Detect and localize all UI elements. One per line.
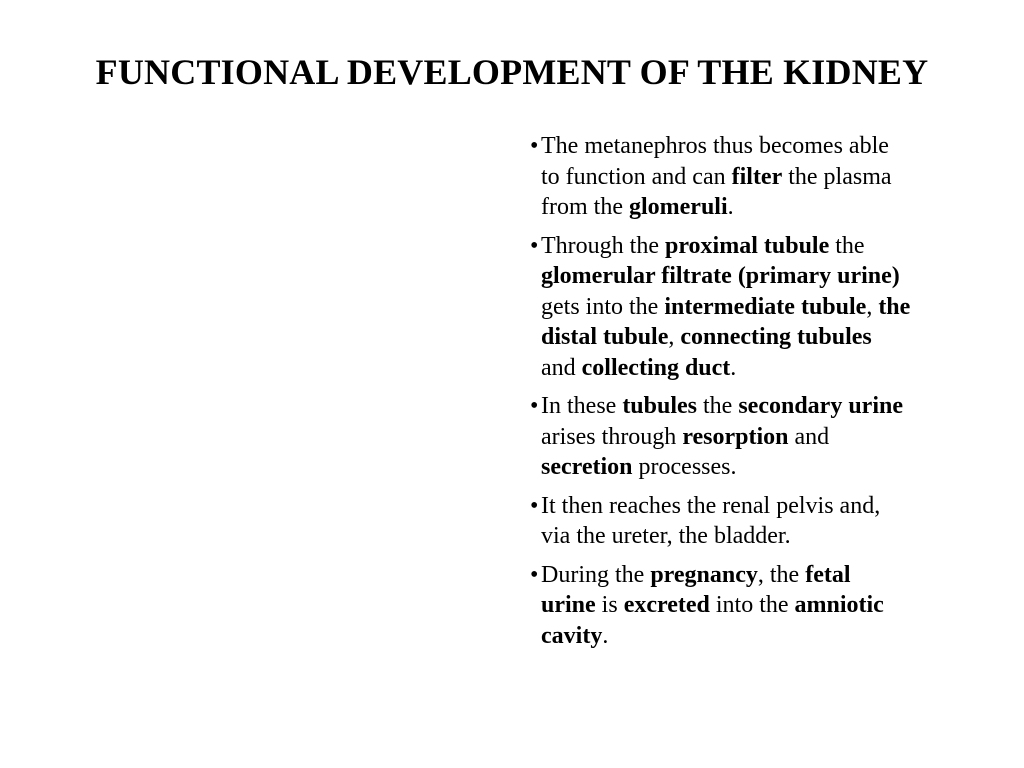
bullet-text: the plasma: [782, 163, 892, 190]
bullet-text: During the: [541, 561, 651, 588]
bold-term: glomerular filtrate (primary urine): [541, 263, 900, 289]
bullet-text: ,: [668, 324, 681, 350]
bullet-text: ,: [866, 293, 879, 320]
bullet-item: [530, 231, 990, 384]
bold-term: resorption: [682, 423, 789, 450]
bullet-mark: •: [530, 133, 539, 159]
bold-term: connecting tubules: [680, 324, 872, 350]
bullet-item: [530, 131, 990, 223]
bullet-text: via the ureter, the bladder.: [541, 523, 791, 549]
bullet-list: [530, 131, 990, 659]
bullet-mark: •: [530, 393, 539, 419]
bullet-text: gets into the: [541, 293, 665, 320]
bold-term: pregnancy: [650, 561, 758, 588]
bold-term: tubules: [622, 393, 698, 419]
bullet-text: the: [697, 393, 739, 419]
bold-term: secretion: [541, 454, 633, 480]
bold-term: amniotic: [794, 592, 884, 618]
bold-term: intermediate tubule: [664, 293, 867, 320]
bullet-text: the: [829, 232, 865, 259]
bullet-text: is: [595, 592, 624, 618]
bullet-item: [530, 391, 990, 483]
bullet-text: .: [730, 354, 737, 381]
bullet-text: The metanephros thus becomes able: [541, 133, 889, 159]
bold-term: secondary urine: [738, 393, 904, 419]
bold-term: cavity: [541, 622, 603, 649]
bullet-text: arises through: [541, 423, 683, 450]
bullet-mark: •: [530, 561, 539, 588]
bullet-text: and: [541, 354, 582, 381]
bullet-text: In these: [541, 393, 623, 419]
bullet-text: .: [602, 622, 609, 649]
bold-term: filter: [731, 163, 783, 190]
bold-term: collecting duct: [581, 354, 731, 381]
bold-term: glomeruli: [628, 194, 728, 220]
bullet-text: .: [727, 194, 734, 220]
bold-term: proximal tubule: [664, 232, 830, 259]
bullet-item: [530, 560, 990, 652]
bold-term: urine: [541, 592, 596, 618]
bold-term: fetal: [805, 561, 851, 588]
bullet-mark: •: [530, 492, 539, 519]
bullet-text: processes.: [632, 454, 737, 480]
bullet-text: Through the: [541, 232, 665, 259]
slide-title: FUNCTIONAL DEVELOPMENT OF THE KIDNEY: [95, 52, 929, 92]
bold-term: distal tubule: [541, 324, 669, 350]
bullet-mark: •: [530, 232, 539, 259]
bullet-text: It then reaches the renal pelvis and,: [541, 492, 881, 519]
bullet-text: and: [788, 423, 830, 450]
bold-term: excreted: [623, 592, 710, 618]
bold-term: the: [878, 293, 911, 320]
bullet-text: into the: [709, 592, 795, 618]
bullet-text: from the: [541, 194, 629, 220]
bullet-item: [530, 491, 990, 552]
bullet-text: , the: [757, 561, 806, 588]
bullet-text: to function and can: [541, 163, 732, 190]
